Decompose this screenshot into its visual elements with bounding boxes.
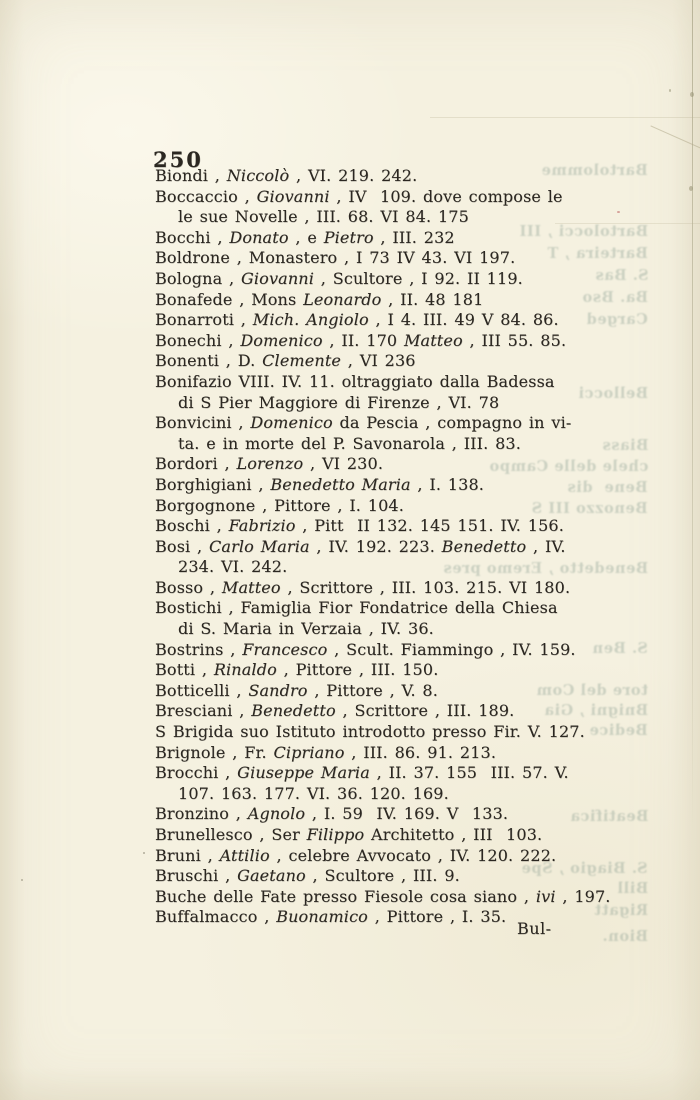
index-line <box>155 722 600 743</box>
index-text: , III. 86. 91. 213. <box>344 742 497 762</box>
paper-crease <box>430 117 700 118</box>
index-text: di S. Maria in Verzaia , IV. 36. <box>178 619 434 639</box>
index-text: Bologna , <box>155 268 241 288</box>
index-line <box>155 372 600 393</box>
index-text: Brocchi , <box>155 763 238 783</box>
bleedthrough-text: Ba. Bso <box>581 289 648 306</box>
index-line <box>155 537 600 558</box>
bleedthrough-text: chele delle Campo <box>488 458 648 475</box>
index-text: Bosi , <box>155 536 210 556</box>
bleedthrough-text: Biass <box>601 437 648 454</box>
index-text: Buche delle Fate presso Fiesole cosa siano , <box>155 886 536 906</box>
bleedthrough-text: Bene dis <box>567 479 648 496</box>
index-name-italic: Benedetto <box>251 701 336 721</box>
index-name-italic: Rinaldo <box>213 660 277 680</box>
index-name-italic: Leonardo <box>303 289 382 309</box>
index-name-italic: Giuseppe Maria <box>237 763 370 783</box>
index-line <box>178 557 600 578</box>
index-line <box>155 804 600 825</box>
page-number: 250 <box>153 147 203 172</box>
index-line <box>155 351 600 372</box>
paper-fiber-knot <box>690 92 694 97</box>
index-line <box>155 187 600 208</box>
index-line <box>155 269 600 290</box>
paper-speck <box>669 89 671 92</box>
index-text: Boldrone , Monastero , I 73 IV 43. VI 197. <box>155 248 516 268</box>
index-text: , VI 236 <box>341 351 416 371</box>
bleedthrough-text: Rigatt <box>593 902 648 919</box>
paper-speck <box>617 211 620 213</box>
index-name-italic: Cipriano <box>273 742 345 762</box>
bleedthrough-text: tore del Com <box>536 682 648 699</box>
index-text: , III 55. 85. <box>462 330 567 350</box>
bleedthrough-text: Barteira , T <box>547 245 648 262</box>
index-text: Bonifazio VIII. IV. 11. oltraggiato dalla Badessa <box>155 371 555 391</box>
index-text: , I. 138. <box>410 474 485 494</box>
index-text: Bostrins , <box>155 639 243 659</box>
index-line <box>178 784 600 805</box>
index-name-italic: Benedetto <box>441 536 527 556</box>
index-line <box>155 846 600 867</box>
index-text: , I 4. III. 49 V 84. 86. <box>368 310 559 330</box>
index-text: , II. 48 181 <box>381 289 484 309</box>
bleedthrough-text: Bellocci <box>577 385 648 402</box>
index-line <box>155 516 600 537</box>
index-name-italic: Francesco <box>242 639 328 659</box>
paper-fiber-line <box>692 0 693 835</box>
index-text: , celebre Avvocato , IV. 120. 222. <box>269 845 557 865</box>
bleedthrough-text: S. Bas <box>594 267 648 284</box>
index-text: Biondi , <box>155 166 227 185</box>
index-text: , Scrittore , III. 189. <box>335 701 515 721</box>
index-name-italic: Giovanni <box>256 186 330 206</box>
index-name-italic: Benedetto Maria <box>270 474 411 494</box>
index-line <box>155 454 600 475</box>
index-line <box>155 496 600 517</box>
index-text: Bonenti , D. <box>155 351 263 371</box>
index-line <box>155 701 600 722</box>
index-text: Botti , <box>155 660 214 680</box>
index-text: Bonechi , <box>155 330 241 350</box>
index-line <box>155 598 600 619</box>
index-text: Boschi , <box>155 516 229 536</box>
index-name-italic: Sandro <box>248 680 308 700</box>
index-line <box>155 660 600 681</box>
index-text: , II. 37. 155 III. 57. V. <box>369 763 569 783</box>
index-text: , Scult. Fiammingo , IV. 159. <box>327 639 576 659</box>
index-text: le sue Novelle , III. 68. VI 84. 175 <box>178 207 469 227</box>
index-line <box>155 413 600 434</box>
index-text: Bonafede , Mons <box>155 289 304 309</box>
index-line <box>155 681 600 702</box>
bleedthrough-text: Bnigni , Gia <box>543 702 648 719</box>
index-text: , Scrittore , III. 103. 215. VI 180. <box>280 577 571 597</box>
index-line <box>155 166 600 187</box>
bleedthrough-text: Bill <box>616 880 648 897</box>
index-name-italic: Domenico <box>250 413 333 433</box>
index-line <box>155 310 600 331</box>
index-name-italic: Carlo Maria <box>209 536 310 556</box>
index-text: Borghigiani , <box>155 474 271 494</box>
index-text: Bronzino , <box>155 804 248 824</box>
index-line <box>155 763 600 784</box>
index-text: , III. 232 <box>373 227 455 247</box>
index-name-italic: Attilio <box>219 845 270 865</box>
paper-speck <box>143 852 145 854</box>
index-name-italic: ivi <box>535 886 556 906</box>
index-line <box>155 475 600 496</box>
index-name-italic: Mich. Angiolo <box>252 310 369 330</box>
index-name-italic: Clemente <box>262 351 342 371</box>
index-line <box>178 393 600 414</box>
index-text: Boccaccio , <box>155 186 257 206</box>
index-text: Brignole , Fr. <box>155 742 274 762</box>
index-name-italic: Fabrizio <box>228 516 296 536</box>
index-text: Architetto , III 103. <box>364 825 543 844</box>
index-line <box>155 825 600 846</box>
index-text: , Pittore , III. 150. <box>276 660 439 680</box>
index-text: , VI 230. <box>303 454 384 474</box>
index-text: Brunellesco , Ser <box>155 825 307 844</box>
index-name-italic: Buonamico <box>276 907 368 927</box>
index-line <box>178 207 600 228</box>
bleedthrough-text: S. Ben <box>592 640 648 657</box>
paper-fiber-knot <box>689 186 693 191</box>
bleedthrough-text: Beatifica <box>569 808 648 825</box>
index-text: 107. 163. 177. VI. 36. 120. 169. <box>178 783 449 803</box>
index-name-italic: Matteo <box>404 330 463 350</box>
index-name-italic: Agnolo <box>247 804 306 824</box>
index-text: , IV 109. dove compose le <box>329 186 563 206</box>
index-text: , Pittore , V. 8. <box>307 680 438 700</box>
index-text: S Brigida suo Istituto introdotto presso Fir. V. 127. <box>155 722 585 742</box>
index-text: Borgognone , Pittore , I. 104. <box>155 495 404 515</box>
index-line <box>178 434 600 455</box>
index-text: Bonarroti , <box>155 310 253 330</box>
index-text: , II. 170 <box>322 330 404 350</box>
index-text: Bruni , <box>155 845 220 865</box>
paper-speck <box>21 879 23 881</box>
index-text: da Pescia , compagno in vi- <box>332 413 572 433</box>
index-name-italic: Pietro <box>323 227 374 247</box>
index-text: , IV. <box>526 536 566 556</box>
index-text: di S Pier Maggiore di Firenze , VI. 78 <box>178 392 500 412</box>
index-line <box>155 743 600 764</box>
index-text: 234. VI. 242. <box>178 557 288 577</box>
bleedthrough-text: Bedice <box>589 722 648 739</box>
bleedthrough-text: Carged <box>586 311 648 328</box>
index-line <box>155 886 611 908</box>
index-text: Bresciani , <box>155 701 252 721</box>
index-name-italic: Donato <box>229 227 289 247</box>
index-line <box>155 331 600 352</box>
index-text: Buffalmacco , <box>155 907 277 927</box>
index-line <box>178 619 600 640</box>
index-text: , e <box>288 227 324 247</box>
index-name-italic: Domenico <box>240 330 323 350</box>
index-line <box>155 248 600 269</box>
index-text: ta. e in morte del P. Savonarola , III. 83. <box>178 433 521 453</box>
index-line <box>155 228 600 249</box>
index-name-italic: Lorenzo <box>236 454 304 474</box>
index-text: , I. 59 IV. 169. V 133. <box>305 804 509 824</box>
index-text: Bordori , <box>155 454 237 474</box>
index-text: , Scultore , I 92. II 119. <box>314 268 523 288</box>
index-name-italic: Gaetano <box>237 866 306 886</box>
bleedthrough-text: Benozzo III S <box>531 500 648 517</box>
index-text: Bruschi , <box>155 866 238 886</box>
index-text: Bostichi , Famiglia Fior Fondatrice della Chiesa <box>155 598 558 618</box>
index-text: , 197. <box>555 886 611 906</box>
index-text: Bosso , <box>155 577 222 597</box>
bleedthrough-text: S. Biagio , Spe <box>521 860 648 877</box>
index-text: Botticelli , <box>155 680 249 700</box>
index-text: , Pittore , I. 35. <box>367 907 507 927</box>
index-line <box>155 578 600 599</box>
index-line <box>155 290 600 311</box>
index-name-italic: Matteo <box>221 577 281 597</box>
bleedthrough-text: Benedetto , Eremo pres <box>442 560 648 577</box>
bleedthrough-text: Bartolocci , III <box>518 223 648 240</box>
index-line <box>155 640 600 661</box>
index-name-italic: Giovanni <box>240 268 315 288</box>
index-text: , Scultore , III. 9. <box>305 866 460 886</box>
bleedthrough-text: Bartolomme <box>541 162 648 179</box>
index-text: Bonvicini , <box>155 413 251 433</box>
bleedthrough-text: Bion. <box>601 928 648 945</box>
index-text: , Pitt II 132. 145 151. IV. 156. <box>295 516 564 536</box>
index-name-italic: Niccolò <box>226 166 290 185</box>
index-text: , IV. 192. 223. <box>309 536 442 556</box>
catchword: Bul- <box>517 919 552 938</box>
index-name-italic: Filippo <box>306 825 365 844</box>
index-text: Bocchi , <box>155 227 230 247</box>
index-line <box>155 866 600 887</box>
index-text: , VI. 219. 242. <box>289 166 418 185</box>
